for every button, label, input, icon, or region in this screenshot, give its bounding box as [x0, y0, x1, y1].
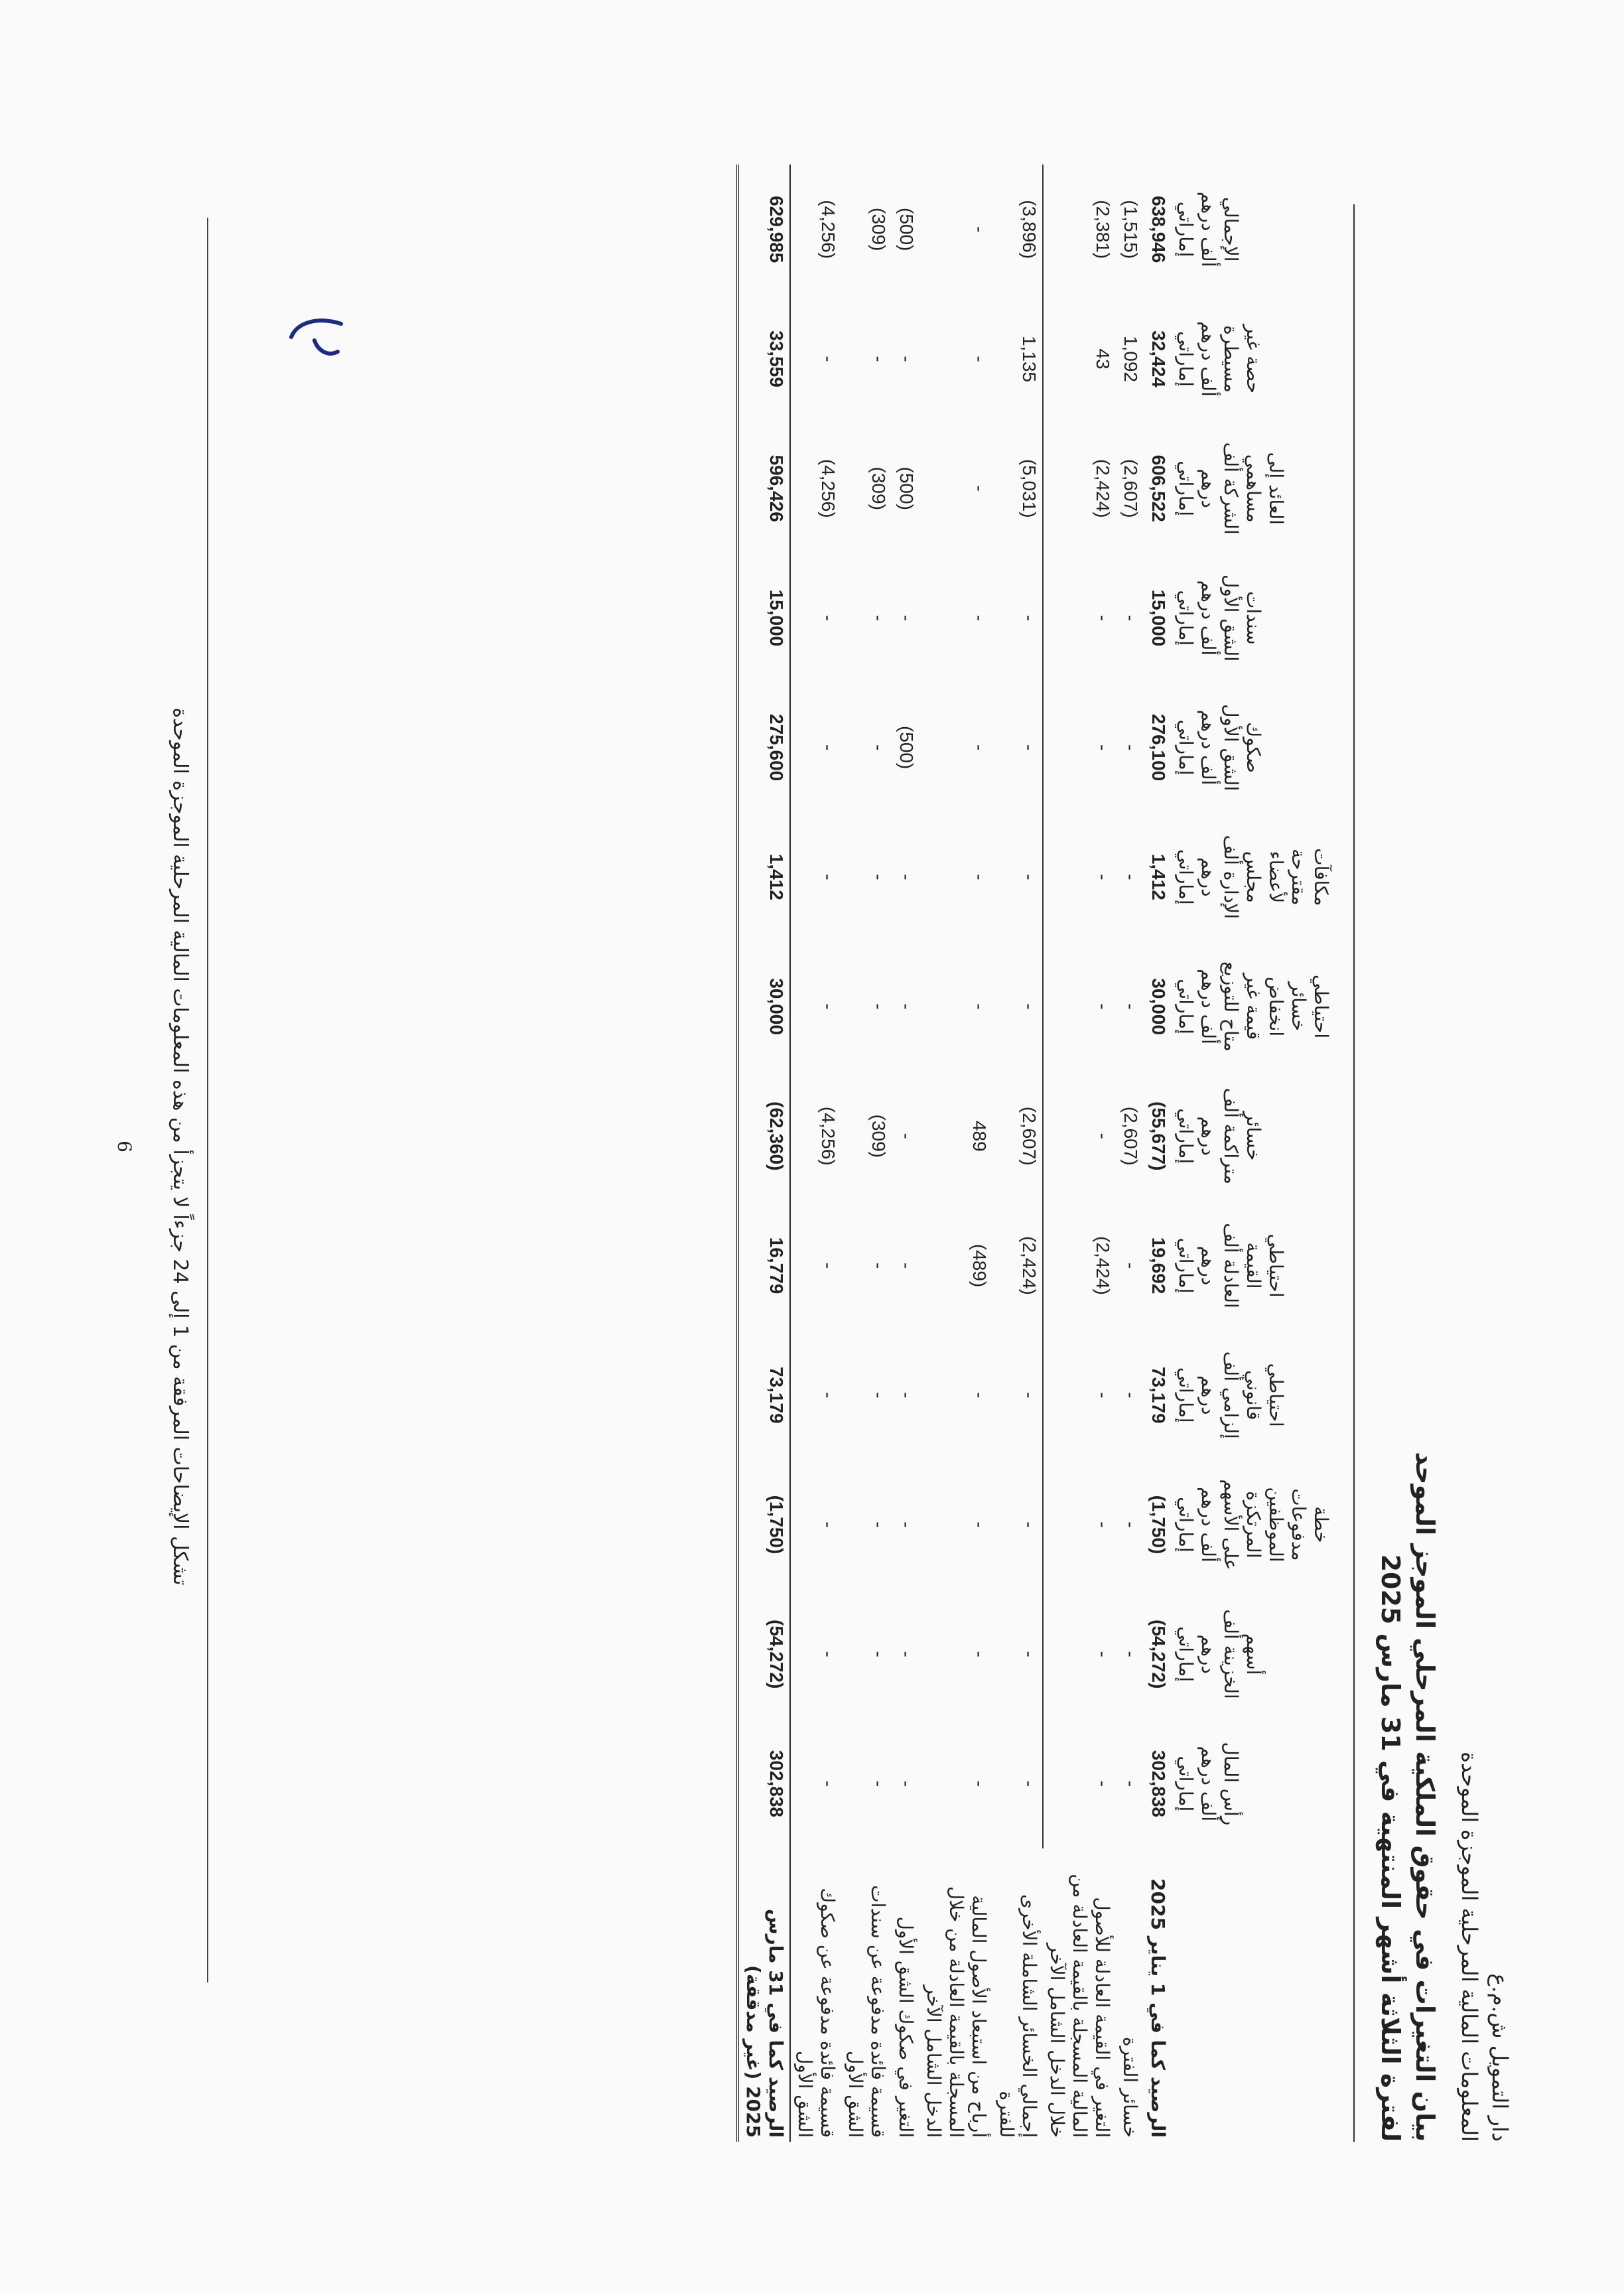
table-cell: -: [969, 226, 990, 233]
table-cell: -: [896, 1003, 917, 1010]
column-header-label: مكافآت مقترحة لأعضاء مجلس الإدارة ألف درهم إماراتي: [1175, 835, 1332, 920]
table-cell: -: [896, 356, 917, 362]
table-cell: (4,256): [818, 458, 839, 518]
table-cell: -: [969, 1521, 990, 1528]
table-cell: -: [969, 874, 990, 880]
table-cell: (62,360): [738, 1072, 790, 1201]
column-header-label: خسائر متراكمة ألف درهم إماراتي: [1175, 1087, 1264, 1184]
table-cell: -: [1120, 614, 1141, 622]
table-cell: -: [868, 356, 889, 362]
table-cell: -: [992, 941, 1043, 1071]
table-cell: -: [818, 1521, 839, 1528]
table-cell: (54,272): [738, 1590, 790, 1719]
column-header-label: صكوك الشق الأول ألف درهم إماراتي: [1175, 704, 1264, 792]
table-cell: -: [896, 1521, 917, 1528]
table-cell: (2,424): [1093, 1236, 1113, 1295]
table-cell: -: [1093, 1003, 1113, 1010]
column-header: [1172, 1330, 1343, 1460]
table-cell: -: [969, 1651, 990, 1657]
table-cell: -: [818, 356, 839, 362]
table-cell: -: [818, 1392, 839, 1399]
table-cell: -: [1093, 744, 1113, 751]
row-label: التغير في القيمة العادلة للأصول المالية المسجلة بالقيمة العادلة من خلال الدخل الشامل الآخر: [1046, 1874, 1113, 2138]
row-label: قسيمة فائدة مدفوعة عن سندات الشق الأول: [845, 1885, 889, 2138]
table-cell: 1,412: [1148, 853, 1169, 900]
table-cell: -: [992, 553, 1043, 683]
table-cell: 15,000: [1148, 589, 1169, 647]
column-header: [1172, 424, 1343, 553]
table-cell: -: [868, 874, 889, 880]
table-cell: -: [818, 1651, 839, 1657]
table-cell: -: [1120, 1521, 1141, 1528]
table-cell: 30,000: [1148, 978, 1169, 1035]
table-row: [841, 165, 892, 2142]
footer-rule: [207, 218, 208, 1982]
table-row: [1116, 165, 1144, 2142]
column-header: [1172, 294, 1343, 423]
column-header-row: [1172, 165, 1343, 2142]
table-cell: -: [896, 614, 917, 622]
company-header: [1454, 1752, 1515, 2142]
column-header-label: الإجمالي ألف درهم إماراتي: [1175, 191, 1242, 267]
column-header: [1172, 1719, 1343, 1848]
table-cell: (1,750): [738, 1460, 790, 1589]
table-cell: (500): [896, 466, 917, 510]
table-cell: (55,677): [1148, 1101, 1169, 1171]
table-cell: -: [896, 1133, 917, 1139]
column-header: [1172, 1201, 1343, 1330]
table-cell: -: [992, 1330, 1043, 1460]
table-cell: -: [868, 1651, 889, 1657]
page-number: 6: [113, 1141, 135, 1152]
table-cell: (5,031): [992, 424, 1043, 553]
table-cell: -: [896, 1392, 917, 1399]
column-header: [1172, 1072, 1343, 1201]
table-cell: -: [1120, 1392, 1141, 1399]
table-cell: -: [896, 1651, 917, 1657]
table-cell: 16,779: [738, 1201, 790, 1330]
table-cell: -: [868, 1780, 889, 1787]
table-cell: -: [1093, 614, 1113, 622]
table-cell: (1,515): [1120, 200, 1141, 259]
column-header-label: احتياطي القيمة العادلة ألف درهم إماراتي: [1175, 1223, 1287, 1308]
table-cell: -: [818, 744, 839, 751]
column-header: [1172, 812, 1343, 941]
table-cell: (2,607): [992, 1072, 1043, 1201]
table-cell: 606,522: [1148, 454, 1169, 522]
table-cell: -: [1093, 1780, 1113, 1787]
row-label: الرصيد كما في 1 يناير 2025: [1147, 1878, 1169, 2138]
company-name: دار التمويل ش.م.ع: [1487, 1973, 1513, 2142]
table-cell: (54,272): [1148, 1620, 1169, 1689]
table-cell: (500): [896, 725, 917, 770]
table-row: [738, 165, 790, 2142]
table-cell: (309): [868, 466, 889, 510]
table-cell: 275,600: [738, 683, 790, 812]
column-header-label: احتياطي قانوني إلزامي ألف درهم إماراتي: [1175, 1351, 1287, 1439]
row-label: التغير في صكوك الشق الأول: [895, 1916, 917, 2138]
table-cell: -: [1093, 874, 1113, 880]
table-cell: -: [1120, 1262, 1141, 1269]
table-cell: 30,000: [738, 941, 790, 1071]
table-cell: -: [818, 1003, 839, 1010]
table-cell: -: [896, 874, 917, 880]
table-cell: -: [1093, 1133, 1113, 1139]
column-header-label: احتياطي خسائر انخفاض قيمة غير متاح للتوزيع ألف درهم إماراتي: [1175, 961, 1332, 1052]
column-header: [1172, 1460, 1343, 1589]
table-cell: -: [969, 744, 990, 751]
table-cell: -: [969, 1780, 990, 1787]
column-header-label: سندات الشق الأول ألف درهم إماراتي: [1175, 574, 1264, 661]
table-cell: -: [992, 683, 1043, 812]
table-cell: -: [818, 614, 839, 622]
table-cell: 302,838: [1148, 1750, 1169, 1817]
table-cell: (2,424): [1093, 458, 1113, 518]
table-row: [1144, 165, 1172, 2142]
column-header: [1172, 1590, 1343, 1719]
column-header-label: رأس المال ألف درهم إماراتي: [1175, 1742, 1242, 1826]
statement-title: بيان التغيرات في حقوق الملكية المرحلي الموجز الموحد: [1410, 1452, 1440, 2142]
table-cell: -: [818, 1262, 839, 1269]
table-cell: 19,692: [1148, 1237, 1169, 1294]
row-label: أرباح من استبعاد الأصول المالية المسجلة بالقيمة العادلة من خلال الدخل الشامل الآخر: [923, 1886, 990, 2138]
table-cell: 302,838: [738, 1719, 790, 1848]
table-cell: 276,100: [1148, 714, 1169, 782]
row-label: خسائر الفترة: [1119, 2036, 1141, 2138]
column-header-label: أسهم الخزينة ألف درهم إماراتي: [1175, 1609, 1264, 1699]
column-header-label: خطة مدفوعات الموظفين المرتكزة على الأسهم ألف درهم إماراتي: [1175, 1479, 1332, 1570]
table-cell: 1,412: [738, 812, 790, 941]
table-cell: -: [1120, 1651, 1141, 1657]
table-cell: 73,179: [1148, 1366, 1169, 1424]
table-cell: 1,092: [1120, 335, 1141, 383]
table-cell: (2,381): [1093, 200, 1113, 259]
table-cell: 32,424: [1148, 330, 1169, 387]
table-cell: 489: [969, 1120, 990, 1152]
table-cell: 629,985: [738, 165, 790, 294]
table-cell: -: [868, 1003, 889, 1010]
column-header: [1172, 941, 1343, 1071]
column-header: [1172, 683, 1343, 812]
rotated-statement: [82, 72, 1542, 2221]
table-cell: 15,000: [738, 553, 790, 683]
table-cell: -: [868, 614, 889, 622]
table-cell: (500): [896, 208, 917, 251]
row-label: إجمالي الخسائر الشاملة الأخرى للفترة: [996, 1894, 1040, 2138]
table-cell: (2,607): [1120, 1106, 1141, 1166]
footer-note: تشكل الإيضاحات المرفقة من 1 إلى 24 جزءاً لا يتجزأ من هذه المعلومات المالية المرحلية الموجزة الموحدة: [169, 707, 192, 1586]
statement-period: لفترة الثلاثة أشهر المنتهية في 31 مارس 2025: [1376, 1554, 1405, 2142]
table-cell: -: [969, 1392, 990, 1399]
table-cell: -: [1120, 874, 1141, 880]
table-cell: 43: [1093, 348, 1113, 370]
table-cell: (309): [868, 208, 889, 251]
table-cell: 73,179: [738, 1330, 790, 1460]
table-cell: (309): [868, 1114, 889, 1158]
table-cell: (3,896): [992, 165, 1043, 294]
report-subtitle: المعلومات المالية المرحلية الموجزة الموحدة: [1457, 1752, 1482, 2142]
table-cell: (2,424): [992, 1201, 1043, 1330]
table-cell: -: [868, 1262, 889, 1269]
header-rule: [1353, 204, 1355, 2142]
table-cell: (489): [969, 1243, 990, 1288]
table-cell: (1,750): [1148, 1495, 1169, 1555]
table-cell: -: [868, 1392, 889, 1399]
table-cell: -: [969, 356, 990, 362]
table-cell: -: [896, 1262, 917, 1269]
table-cell: -: [868, 744, 889, 751]
table-cell: -: [992, 1719, 1043, 1848]
table-cell: 33,559: [738, 294, 790, 423]
table-row: [892, 165, 919, 2142]
table-row: [790, 165, 841, 2142]
table-cell: (4,256): [818, 200, 839, 259]
row-label: قسيمة فائدة مدفوعة عن صكوك الشق الأول: [794, 1888, 839, 2138]
column-header: [1172, 553, 1343, 683]
table-cell: 1,135: [992, 294, 1043, 423]
row-label: الرصيد كما في 31 مارس 2025 (غير مدققة): [738, 1848, 790, 2142]
table-row: [1043, 165, 1116, 2142]
table-cell: -: [1093, 1651, 1113, 1657]
statement-header: [1373, 1452, 1442, 2142]
table-cell: -: [969, 1003, 990, 1010]
table-cell: -: [992, 1460, 1043, 1589]
column-header: [1172, 165, 1343, 294]
equity-table: [736, 165, 1343, 2142]
table-row: [919, 165, 992, 2142]
column-header-label: حصة غير مسيطرة ألف درهم إماراتي: [1175, 321, 1264, 397]
table-cell: 596,426: [738, 424, 790, 553]
table-cell: -: [992, 1590, 1043, 1719]
table-cell: -: [1093, 1521, 1113, 1528]
table-cell: -: [1120, 1003, 1141, 1010]
table-cell: -: [818, 1780, 839, 1787]
table-cell: -: [1093, 1392, 1113, 1399]
signature-mark: [281, 311, 354, 370]
table-cell: -: [1120, 1780, 1141, 1787]
table-row: [992, 165, 1043, 2142]
table-cell: (2,607): [1120, 458, 1141, 518]
table-cell: -: [818, 874, 839, 880]
table-cell: -: [992, 812, 1043, 941]
column-header-label: العائد إلى مساهمي الشركة ألف درهم إماراتي: [1175, 442, 1287, 535]
table-cell: -: [969, 485, 990, 492]
table-cell: (4,256): [818, 1106, 839, 1166]
label-header: [1172, 1848, 1343, 2142]
table-cell: -: [1120, 744, 1141, 751]
table-cell: -: [896, 1780, 917, 1787]
table-cell: -: [969, 614, 990, 622]
table-cell: -: [868, 1521, 889, 1528]
table-cell: 638,946: [1148, 196, 1169, 263]
